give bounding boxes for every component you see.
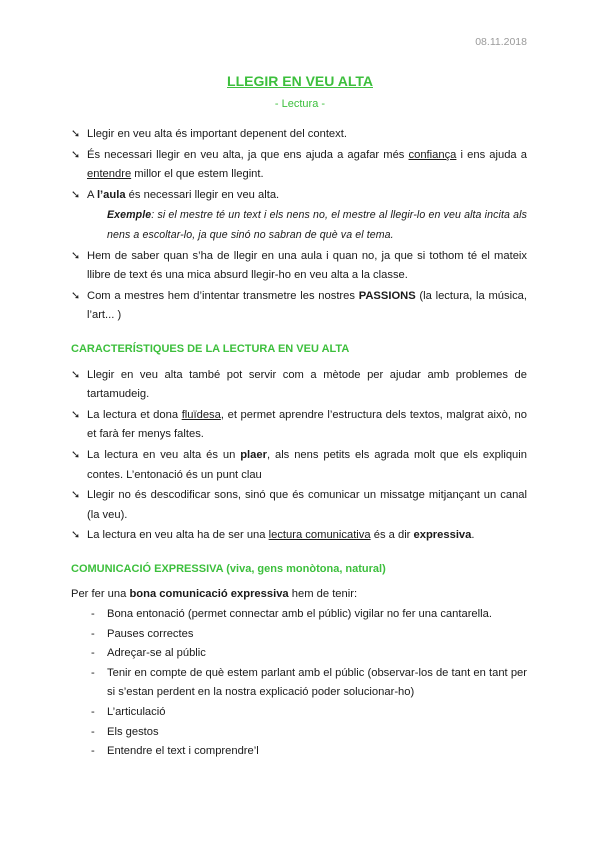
dash-item-text: Els gestos (107, 725, 159, 738)
dash-item (71, 625, 527, 645)
arrow-bullet-icon: ➘ (71, 289, 81, 302)
bullet-item (71, 287, 527, 326)
document-date: 08.11.2018 (475, 36, 527, 48)
bullet-text: és necessari llegir en veu alta. (125, 188, 280, 201)
bullet-text: Hem de saber quan s’ha de llegir en una aula i quan no, ja que si tothom té el mateix llibre de text és una mica absurd llegir-ho en veu alta a la classe. (87, 249, 527, 282)
dash-item-text: Tenir en compte de què estem parlant amb el públic (observar-los de tant en tant per si s’estan perdent en la nostra explicació poder solucionar-ho) (107, 666, 527, 699)
dash-marker: - (91, 706, 95, 719)
arrow-bullet-icon: ➘ (71, 249, 81, 262)
section-intro (71, 585, 527, 605)
arrow-bullet-icon: ➘ (71, 529, 81, 542)
dash-item (71, 723, 527, 743)
underlined-word: lectura comunicativa (268, 529, 371, 542)
dash-marker: - (91, 608, 95, 621)
dash-item (71, 742, 527, 762)
dash-item (71, 703, 527, 723)
example-label: Exemple (107, 209, 152, 222)
dash-item (71, 644, 527, 664)
example-note (71, 206, 527, 245)
dash-marker: - (91, 627, 95, 640)
arrow-bullet-icon: ➘ (71, 188, 81, 201)
example-text: : si el mestre té un text i els nens no, el mestre al llegir-lo en veu alta incita als nens a escoltar-lo, ja que sinó no sabran de què va el tema. (107, 209, 527, 241)
arrow-bullet-icon: ➘ (71, 128, 81, 140)
dash-item (71, 664, 527, 703)
dash-marker: - (91, 647, 95, 660)
bullet-text: És necessari llegir en veu alta, ja que ens ajuda a agafar més (87, 148, 409, 161)
dash-item-text: L’articulació (107, 706, 166, 719)
bullet-text: Llegir no és descodificar sons, sinó que és comunicar un missatge mitjançant un canal (la veu). (87, 489, 527, 521)
dash-item-text: Bona entonació (permet connectar amb el públic) vigilar no fer una cantarella. (107, 608, 492, 621)
bold-word: bona comunicació expressiva (129, 588, 289, 601)
bullet-text: , als nens petits els agrada molt que els expliquin contes. L’entonació és un punt clau (87, 448, 527, 481)
dash-marker: - (91, 725, 95, 738)
bullet-text: i ens ajuda a (456, 148, 527, 161)
dash-marker: - (91, 745, 95, 758)
dash-item (71, 605, 527, 625)
bullet-item (71, 486, 527, 525)
arrow-bullet-icon: ➘ (71, 408, 81, 421)
section-heading: CARACTERÍSTIQUES DE LA LECTURA EN VEU ALTA (71, 342, 350, 355)
bullet-text: . (471, 529, 475, 542)
document-subtitle: - Lectura - (274, 98, 326, 110)
bullet-item (71, 247, 527, 286)
bullet-item (71, 125, 527, 145)
dash-item-text: Pauses correctes (107, 627, 194, 640)
section-heading: COMUNICACIÓ EXPRESSIVA (viva, gens monòtona, natural) (71, 562, 386, 575)
document-body (71, 125, 527, 762)
bold-word: plaer (240, 448, 267, 461)
intro-text: hem de tenir: (288, 588, 358, 601)
arrow-bullet-icon: ➘ (71, 148, 81, 161)
arrow-bullet-icon: ➘ (71, 489, 81, 502)
bullet-text: Com a mestres hem d’intentar transmetre les nostres (87, 289, 359, 302)
bullet-text: millor el que estem llegint. (131, 168, 264, 181)
dash-item-text: Adreçar-se al públic (107, 647, 206, 660)
bullet-text: , et permet aprendre l’estructura dels textos, malgrat això, no et farà fer menys faltes. (87, 408, 527, 441)
bold-word: PASSIONS (358, 289, 416, 302)
underlined-word: entendre (87, 168, 132, 181)
bullet-item (71, 446, 527, 485)
bullet-item (71, 366, 527, 405)
bullet-text: La lectura en veu alta és un (87, 448, 241, 461)
bold-word: expressiva (413, 529, 472, 542)
bullet-text: Llegir en veu alta també pot servir com a mètode per ajudar amb problemes de tartamudeig. (87, 368, 527, 401)
underlined-word: confiança (408, 148, 457, 161)
bullet-text: La lectura et dona (87, 408, 182, 421)
bullet-text: A (87, 188, 97, 201)
bullet-text: Llegir en veu alta és important depenent del context. (87, 128, 347, 140)
bullet-item (71, 146, 527, 185)
intro-text: Per fer una (71, 588, 130, 601)
underlined-word: fluïdesa (181, 408, 221, 421)
bullet-text: és a dir (370, 529, 414, 542)
arrow-bullet-icon: ➘ (71, 448, 81, 461)
bold-word: l’aula (96, 188, 126, 201)
arrow-bullet-icon: ➘ (71, 368, 81, 381)
dash-marker: - (91, 666, 95, 679)
bullet-item (71, 526, 527, 546)
bullet-item (71, 406, 527, 445)
bullet-text: (la lectura, la música, l’art... ) (87, 289, 527, 322)
document-title: LLEGIR EN VEU ALTA (227, 73, 373, 89)
bullet-item (71, 186, 527, 206)
bullet-text: La lectura en veu alta ha de ser una (87, 529, 269, 542)
dash-item-text: Entendre el text i comprendre’l (107, 745, 259, 758)
